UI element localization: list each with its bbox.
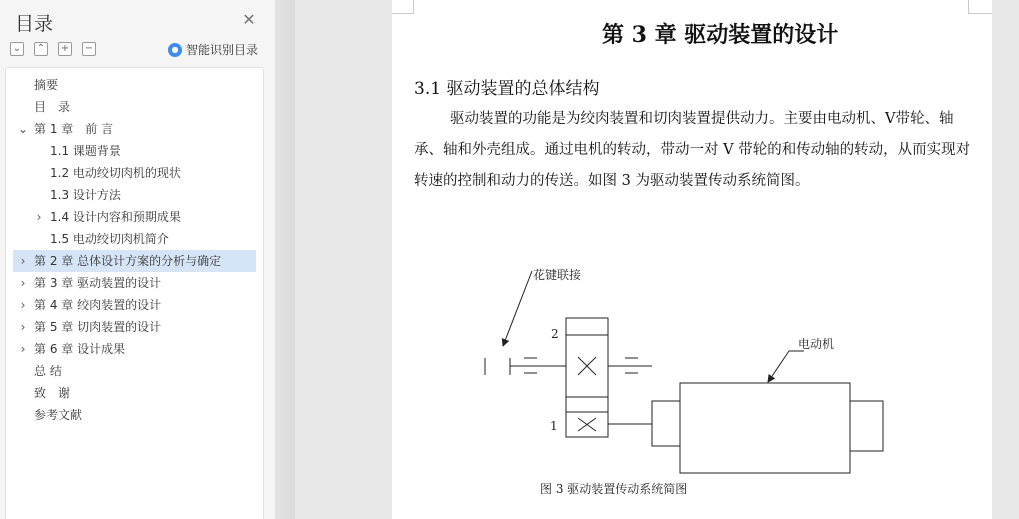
toc-item-chapter-1[interactable]: ⌄ 第 1 章 前 言 (13, 118, 256, 140)
toc-item-chapter-4[interactable]: › 第 4 章 绞肉装置的设计 (13, 294, 256, 316)
collapse-all-icon[interactable]: ⌄ (10, 42, 24, 56)
motor-end-cap (652, 401, 680, 446)
motor-body (680, 383, 850, 473)
figure-caption: 图 3 驱动装置传动系统简图 (540, 482, 688, 496)
pulley-2 (566, 318, 608, 412)
toc-sidebar (0, 0, 275, 519)
pulley-1-label: 1 (550, 419, 558, 433)
remove-heading-icon[interactable]: − (82, 42, 96, 56)
toc-item-1-2[interactable]: 1.2 电动绞切肉机的现状 (50, 166, 181, 180)
chevron-right-icon[interactable]: › (20, 254, 26, 268)
motor-pointer-line (768, 351, 789, 382)
toc-item-chapter-2[interactable]: › 第 2 章 总体设计方案的分析与确定 (13, 250, 256, 272)
toc-item-abstract[interactable]: 摘要 (34, 78, 59, 92)
toc-item-1-3[interactable]: 1.3 设计方法 (50, 188, 121, 202)
toc-item-chapter-6[interactable]: › 第 6 章 设计成果 (13, 338, 256, 360)
toc-item-1-1[interactable]: 1.1 课题背景 (50, 144, 121, 158)
toc-item-chapter-5[interactable]: › 第 5 章 切肉装置的设计 (13, 316, 256, 338)
toc-item-chapter-3[interactable]: › 第 3 章 驱动装置的设计 (13, 272, 256, 294)
panel-divider[interactable] (275, 0, 295, 519)
motor-label: 电动机 (798, 337, 835, 351)
toc-item-thanks[interactable]: 致 谢 (34, 386, 71, 400)
drive-system-diagram (392, 255, 992, 515)
toc-item-1-5[interactable]: 1.5 电动绞切肉机简介 (50, 232, 169, 246)
add-heading-icon[interactable]: + (58, 42, 72, 56)
page-corner-mark (392, 0, 414, 14)
toc-item-references[interactable]: 参考文献 (34, 408, 83, 422)
chapter-title: 第 3 章 驱动装置的设计 (602, 22, 839, 48)
section-heading: 3.1 驱动装置的总体结构 (414, 79, 600, 99)
motor-end-cap (850, 401, 883, 451)
page-corner-mark (968, 0, 992, 14)
document-page (392, 0, 992, 519)
spline-pointer-line (503, 271, 532, 346)
chevron-down-icon[interactable]: ⌄ (17, 122, 29, 136)
toc-item-contents[interactable]: 目 录 (34, 100, 71, 114)
chevron-right-icon[interactable]: › (20, 298, 26, 312)
expand-up-icon[interactable]: ⌃ (34, 42, 48, 56)
chevron-right-icon[interactable]: › (20, 276, 26, 290)
toc-item-summary[interactable]: 总 结 (34, 364, 62, 378)
sidebar-title: 目录 (15, 13, 54, 35)
smart-toc-label: 智能识别目录 (186, 43, 259, 57)
chevron-right-icon[interactable]: › (20, 320, 26, 334)
chevron-right-icon[interactable]: › (20, 342, 26, 356)
spline-label: 花键联接 (533, 268, 582, 282)
body-paragraph: 驱动装置的功能是为绞肉装置和切肉装置提供动力。主要由电动机、V带轮、轴承、轴和外壳组成。通过电机的转动，带动一对 V 带轮的和传动轴的转动，从而实现对转速的控制和动力的传送。如图 3 为驱动装置传动系统简图。 (414, 111, 971, 189)
toc-item-1-4[interactable]: › 1.4 设计内容和预期成果 (13, 206, 256, 228)
close-icon[interactable]: ✕ (242, 10, 256, 29)
toc-toolbar (10, 42, 96, 56)
smart-toc-icon: ● (168, 43, 182, 57)
toc-panel (5, 67, 264, 519)
chevron-right-icon[interactable]: › (36, 210, 42, 224)
smart-toc-button[interactable] (168, 41, 258, 58)
pulley-2-label: 2 (551, 327, 559, 341)
